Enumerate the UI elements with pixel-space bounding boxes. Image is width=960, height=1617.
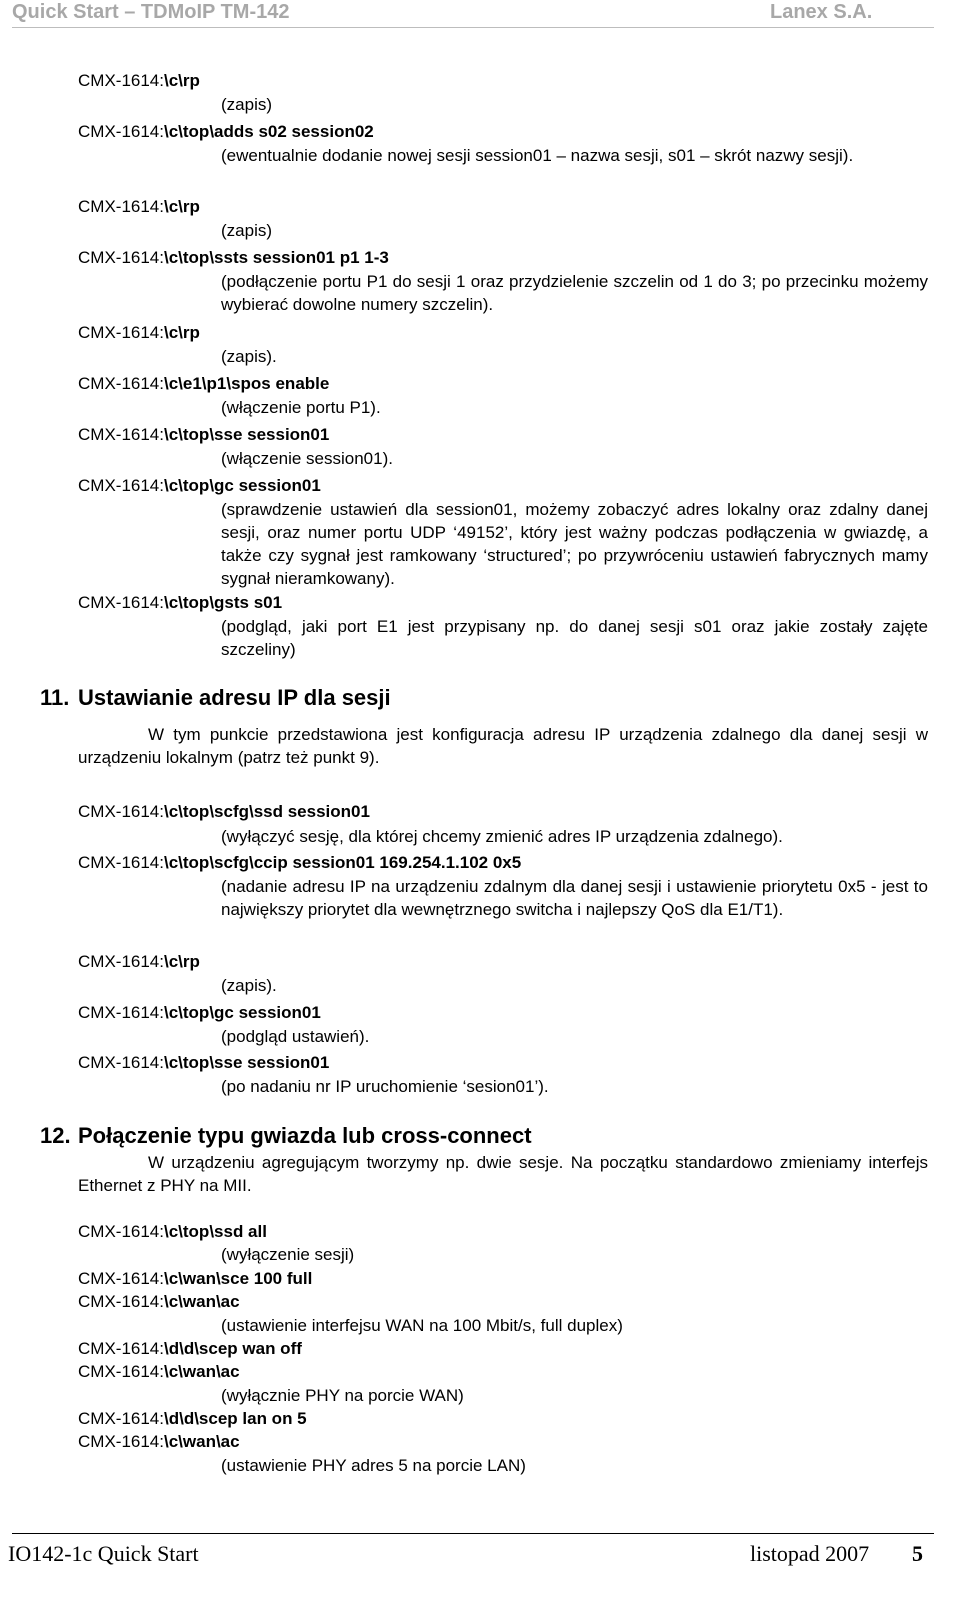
section-intro: W tym punkcie przedstawiona jest konfiguracja adresu IP urządzenia zdalnego dla danej sesji w urządzeniu lokalnym (patrz też punkt 9). (78, 725, 928, 767)
section-number: 11. (40, 685, 70, 710)
command-description: (wyłączyć sesję, dla której chcemy zmienić adres IP urządzenia zdalnego). (221, 827, 783, 846)
command-line: CMX-1614:\c\top\adds s02 session02 (78, 122, 374, 141)
section-heading (40, 1123, 740, 1149)
command-line: CMX-1614:\c\rp (78, 323, 200, 342)
command-line: CMX-1614:\d\d\scep lan on 5 (78, 1409, 307, 1428)
command-line: CMX-1614:\c\wan\sce 100 full (78, 1269, 313, 1288)
footer-document-id: IO142-1c Quick Start (8, 1541, 199, 1566)
command-description: (włączenie portu P1). (221, 398, 381, 417)
command-line: CMX-1614:\c\e1\p1\spos enable (78, 374, 330, 393)
command-line: CMX-1614:\c\top\gc session01 (78, 476, 321, 495)
command-description: (ewentualnie dodanie nowej sesji session01 – nazwa sesji, s01 – skrót nazwy sesji). (221, 146, 854, 165)
command-line: CMX-1614:\c\top\ssts session01 p1 1-3 (78, 248, 389, 267)
footer-rule (12, 1533, 934, 1534)
command-description: (podgląd ustawień). (221, 1027, 370, 1046)
section-heading (40, 685, 640, 711)
command-description: (wyłącznie PHY na porcie WAN) (221, 1386, 464, 1405)
command-description: (zapis). (221, 976, 277, 995)
page-number: 5 (912, 1541, 923, 1566)
command-line: CMX-1614:\c\rp (78, 197, 200, 216)
command-line: CMX-1614:\c\top\gc session01 (78, 1003, 321, 1022)
command-description: (zapis). (221, 347, 277, 366)
command-line: CMX-1614:\c\top\gsts s01 (78, 593, 283, 612)
command-line: CMX-1614:\c\top\sse session01 (78, 425, 330, 444)
section-number: 12. (40, 1123, 71, 1148)
command-description: (włączenie session01). (221, 449, 393, 468)
section-intro: W urządzeniu agregującym tworzymy np. dwie sesje. Na początku standardowo zmieniamy interfejs Ethernet z PHY na MII. (78, 1153, 928, 1195)
command-description: (zapis) (221, 95, 273, 114)
command-description: (podłączenie portu P1 do sesji 1 oraz przydzielenie szczelin od 1 do 3; po przecinku możemy wybierać dowolne numery szczelin). (221, 272, 928, 314)
command-line: CMX-1614:\c\wan\ac (78, 1292, 240, 1311)
running-header (0, 0, 960, 26)
command-line: CMX-1614:\c\top\ssd all (78, 1222, 267, 1241)
header-rule (12, 27, 934, 28)
command-description: (wyłączenie sesji) (221, 1245, 355, 1264)
command-line: CMX-1614:\c\wan\ac (78, 1362, 240, 1381)
command-line: CMX-1614:\c\rp (78, 71, 200, 90)
header-title: Quick Start – TDMoIP TM-142 (12, 1, 290, 23)
command-description: (sprawdzenie ustawień dla session01, możemy zobaczyć adres lokalny oraz zdalny danej sesji, oraz numer portu UDP ‘49152’, który jest ważny podczas podłączenia w gwiazdę, a także czy sygnał jest ramkowany ‘structured’; po przywróceniu ustawień fabrycznych mamy sygnał nieramkowany). (221, 500, 928, 588)
section-title: Ustawianie adresu IP dla sesji (78, 685, 391, 710)
header-company: Lanex S.A. (770, 1, 873, 23)
command-description: (podgląd, jaki port E1 jest przypisany np. do danej sesji s01 oraz jakie zostały zajęte szczeliny) (221, 617, 928, 659)
command-line: CMX-1614:\c\top\sse session01 (78, 1053, 330, 1072)
command-description: (ustawienie interfejsu WAN na 100 Mbit/s, full duplex) (221, 1316, 623, 1335)
footer-date: listopad 2007 (750, 1541, 870, 1566)
command-line: CMX-1614:\c\top\scfg\ccip session01 169.254.1.102 0x5 (78, 853, 522, 872)
section-title: Połączenie typu gwiazda lub cross-connect (78, 1123, 532, 1148)
command-line: CMX-1614:\c\wan\ac (78, 1432, 240, 1451)
command-description: (ustawienie PHY adres 5 na porcie LAN) (221, 1456, 526, 1475)
command-description: (nadanie adresu IP na urządzeniu zdalnym dla danej sesji i ustawienie priorytetu 0x5 - jest to największy priorytet dla wewnętrznego switcha i najlepszy QoS dla E1/T1). (221, 877, 928, 919)
command-line: CMX-1614:\c\rp (78, 952, 200, 971)
command-description: (po nadaniu nr IP uruchomienie ‘sesion01’). (221, 1077, 549, 1096)
command-description: (zapis) (221, 221, 273, 240)
command-line: CMX-1614:\d\d\scep wan off (78, 1339, 302, 1358)
command-line: CMX-1614:\c\top\scfg\ssd session01 (78, 802, 370, 821)
